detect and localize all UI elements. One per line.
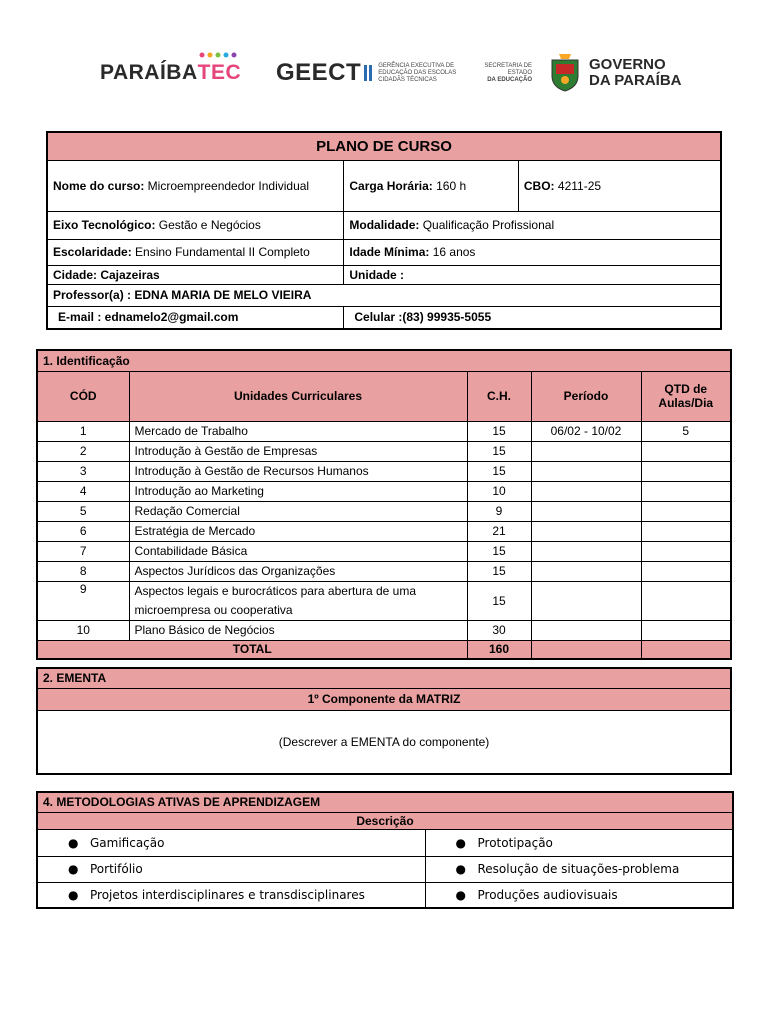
table-row xyxy=(37,620,731,640)
ch-cell: 15 xyxy=(467,441,531,461)
unidade-cell: Unidade : xyxy=(344,265,721,284)
qtd-cell xyxy=(641,581,731,620)
cbo-cell: CBO: 4211-25 xyxy=(518,160,721,211)
geect-logo: GEECT GERÊNCIA EXECUTIVA DE EDUCAÇÃO DAS ESCOLAS CIDADÃS TÉCNICAS xyxy=(276,59,457,86)
coat-of-arms-icon xyxy=(548,54,582,92)
unidade-cell: Estratégia de Mercado xyxy=(129,521,467,541)
cidade-cell: Cidade: Cajazeiras xyxy=(47,265,344,284)
ementa-placeholder: (Descrever a EMENTA do componente) xyxy=(37,710,731,774)
periodo-cell xyxy=(531,501,641,521)
cod-cell: 3 xyxy=(37,461,129,481)
bullet-icon: ● xyxy=(68,887,79,902)
ch-cell: 15 xyxy=(467,421,531,441)
metodologia-item: ● Gamificação xyxy=(37,829,425,856)
escolaridade-cell: Escolaridade: Ensino Fundamental II Completo xyxy=(47,239,344,265)
table-row xyxy=(37,481,731,501)
header-ch: C.H. xyxy=(467,371,531,421)
periodo-cell xyxy=(531,461,641,481)
table-row xyxy=(37,561,731,581)
bullet-icon: ● xyxy=(455,862,466,876)
ementa-table xyxy=(36,667,732,775)
nome-curso-cell: Nome do curso: Microempreendedor Individual xyxy=(47,160,344,211)
unidade-cell: Aspectos legais e burocráticos para abertura de uma microempresa ou cooperativa xyxy=(129,581,467,620)
identificacao-table xyxy=(36,349,732,660)
unidade-cell: Contabilidade Básica xyxy=(129,541,467,561)
metodologias-table xyxy=(36,791,734,909)
professor-cell: Professor(a) : EDNA MARIA DE MELO VIEIRA xyxy=(47,284,721,306)
metodologia-item: ● Resolução de situações-problema xyxy=(425,856,733,882)
table-row xyxy=(37,521,731,541)
unidade-cell: Mercado de Trabalho xyxy=(129,421,467,441)
cod-cell: 1 xyxy=(37,421,129,441)
dots-icon xyxy=(196,52,256,58)
ch-cell: 30 xyxy=(467,620,531,640)
cod-cell: 8 xyxy=(37,561,129,581)
table-row xyxy=(37,441,731,461)
ementa-component: 1º Componente da MATRIZ xyxy=(37,688,731,710)
descricao-header: Descrição xyxy=(37,812,733,829)
idade-cell: Idade Mínima: 16 anos xyxy=(344,239,721,265)
list-row xyxy=(37,829,733,856)
total-label: TOTAL xyxy=(37,640,467,659)
table-row xyxy=(37,541,731,561)
periodo-cell xyxy=(531,481,641,501)
unidade-cell: Introdução ao Marketing xyxy=(129,481,467,501)
qtd-cell xyxy=(641,541,731,561)
governo-logo: GOVERNO DA PARAÍBA xyxy=(548,48,682,98)
paraibatec-logo: PARAÍBA TEC xyxy=(100,48,241,98)
cod-cell: 4 xyxy=(37,481,129,501)
periodo-cell xyxy=(531,521,641,541)
cod-cell: 10 xyxy=(37,620,129,640)
table-row xyxy=(37,421,731,441)
table-row xyxy=(37,461,731,481)
list-row xyxy=(37,856,733,882)
cod-cell: 5 xyxy=(37,501,129,521)
qtd-cell xyxy=(641,561,731,581)
ch-cell: 15 xyxy=(467,461,531,481)
plano-de-curso-table xyxy=(46,131,722,330)
qtd-cell: 5 xyxy=(641,421,731,441)
table-row xyxy=(37,581,731,620)
periodo-cell xyxy=(531,441,641,461)
modalidade-cell: Modalidade: Qualificação Profissional xyxy=(344,211,721,239)
list-row xyxy=(37,882,733,908)
unidade-cell: Introdução à Gestão de Recursos Humanos xyxy=(129,461,467,481)
plano-title: PLANO DE CURSO xyxy=(47,132,721,160)
qtd-cell xyxy=(641,481,731,501)
metodologia-item: ● Portifólio xyxy=(37,856,425,882)
ch-cell: 15 xyxy=(467,581,531,620)
cod-cell: 7 xyxy=(37,541,129,561)
periodo-cell xyxy=(531,581,641,620)
email-cell: E-mail : ednamelo2@gmail.com xyxy=(47,306,344,329)
header-periodo: Período xyxy=(531,371,641,421)
cod-cell: 9 xyxy=(37,581,129,620)
ch-cell: 15 xyxy=(467,541,531,561)
cod-cell: 2 xyxy=(37,441,129,461)
celular-cell: Celular :(83) 99935-5055 xyxy=(344,306,721,329)
qtd-cell xyxy=(641,501,731,521)
secretaria-logo: SECRETARIA DE ESTADO DA EDUCAÇÃO xyxy=(484,62,532,83)
periodo-cell: 06/02 - 10/02 xyxy=(531,421,641,441)
total-value: 160 xyxy=(467,640,531,659)
metodologia-item: ● Projetos interdisciplinares e transdisciplinares xyxy=(37,882,425,908)
header-unidades: Unidades Curriculares xyxy=(129,371,467,421)
ch-cell: 9 xyxy=(467,501,531,521)
metodologia-item: ● Produções audiovisuais xyxy=(425,882,733,908)
ch-cell: 15 xyxy=(467,561,531,581)
bullet-icon: ● xyxy=(68,835,79,850)
unidade-cell: Plano Básico de Negócios xyxy=(129,620,467,640)
metodologia-item: ● Prototipação xyxy=(425,829,733,856)
bullet-icon: ● xyxy=(455,835,466,850)
header-cod: CÓD xyxy=(37,371,129,421)
logos-header xyxy=(0,48,768,98)
periodo-cell xyxy=(531,541,641,561)
bullet-icon: ● xyxy=(68,862,79,876)
qtd-cell xyxy=(641,461,731,481)
periodo-cell xyxy=(531,620,641,640)
eixo-cell: Eixo Tecnológico: Gestão e Negócios xyxy=(47,211,344,239)
periodo-cell xyxy=(531,561,641,581)
qtd-cell xyxy=(641,441,731,461)
qtd-cell xyxy=(641,620,731,640)
header-qtd: QTD de Aulas/Dia xyxy=(641,371,731,421)
bars-icon xyxy=(364,63,373,83)
table-row xyxy=(37,501,731,521)
bullet-icon: ● xyxy=(455,887,466,902)
ch-cell: 21 xyxy=(467,521,531,541)
cod-cell: 6 xyxy=(37,521,129,541)
unidade-cell: Introdução à Gestão de Empresas xyxy=(129,441,467,461)
ementa-title: 2. EMENTA xyxy=(37,668,731,688)
unidade-cell: Redação Comercial xyxy=(129,501,467,521)
ch-cell: 10 xyxy=(467,481,531,501)
carga-horaria-cell: Carga Horária: 160 h xyxy=(344,160,519,211)
metodologias-title: 4. METODOLOGIAS ATIVAS DE APRENDIZAGEM xyxy=(37,792,733,812)
identificacao-title: 1. Identificação xyxy=(37,350,731,371)
unidade-cell: Aspectos Jurídicos das Organizações xyxy=(129,561,467,581)
qtd-cell xyxy=(641,521,731,541)
